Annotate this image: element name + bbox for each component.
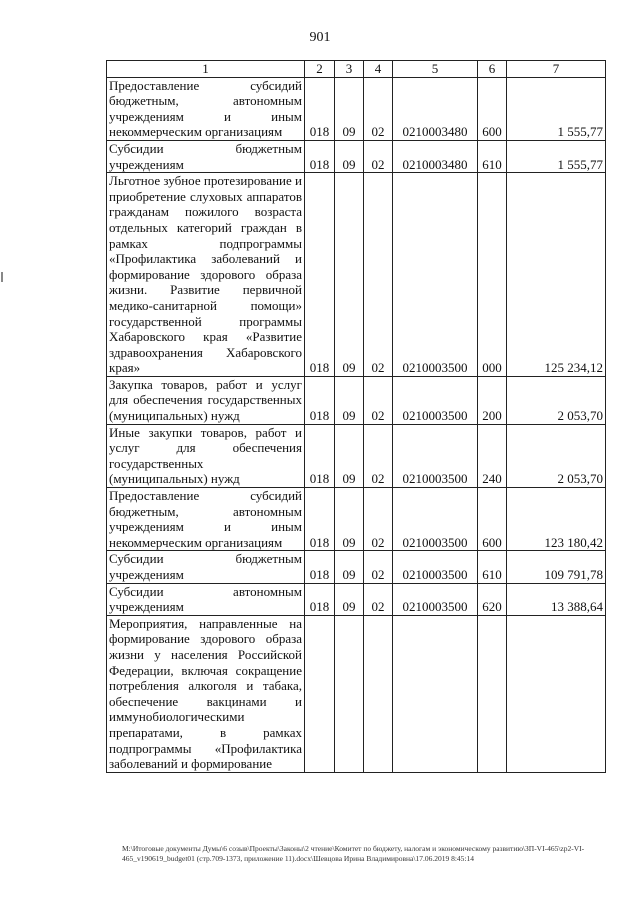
row-csr: 0210003500 xyxy=(393,173,478,377)
row-csr: 0210003480 xyxy=(393,77,478,140)
column-header: 6 xyxy=(478,61,507,78)
row-ved: 018 xyxy=(305,77,335,140)
row-vr xyxy=(478,615,507,772)
row-ved: 018 xyxy=(305,424,335,487)
row-rz: 09 xyxy=(335,173,364,377)
table-row xyxy=(107,424,606,487)
row-sum: 123 180,42 xyxy=(507,488,606,551)
table-row xyxy=(107,488,606,551)
table-row xyxy=(107,376,606,424)
table-row xyxy=(107,140,606,172)
table-row xyxy=(107,77,606,140)
row-pr: 02 xyxy=(364,376,393,424)
page-number: 901 xyxy=(309,30,331,45)
row-ved: 018 xyxy=(305,140,335,172)
row-ved: 018 xyxy=(305,583,335,615)
row-rz: 09 xyxy=(335,140,364,172)
column-header: 2 xyxy=(305,61,335,78)
row-name: Льготное зубное протезирование и приобретение слуховых аппаратов гражданам пожилого возраста отдельных категорий граждан в рамках подпрограммы «Профилактика заболеваний и формирование здорового образа жизни. Развитие первичной медико-санитарной помощи» государственной программы Хабаровского края «Развитие здравоохранения Хабаровского края» xyxy=(107,173,305,377)
row-rz: 09 xyxy=(335,77,364,140)
row-sum: 2 053,70 xyxy=(507,376,606,424)
row-pr: 02 xyxy=(364,140,393,172)
row-vr: 200 xyxy=(478,376,507,424)
table-row xyxy=(107,551,606,583)
table-header-row xyxy=(107,61,606,78)
row-csr: 0210003500 xyxy=(393,551,478,583)
row-csr: 0210003500 xyxy=(393,376,478,424)
column-header: 3 xyxy=(335,61,364,78)
row-vr: 240 xyxy=(478,424,507,487)
row-vr: 610 xyxy=(478,551,507,583)
table-row xyxy=(107,173,606,377)
row-pr: 02 xyxy=(364,424,393,487)
row-name: Мероприятия, направленные на формирование здорового образа жизни у населения Российской Федерации, включая сокращение потребления алкоголя и табака, обеспечение вакцинами и иммунобиологическими препаратами, в рамках подпрограммы «Профилактика заболеваний и формирование xyxy=(107,615,305,772)
row-csr: 0210003500 xyxy=(393,488,478,551)
row-pr: 02 xyxy=(364,77,393,140)
row-sum: 125 234,12 xyxy=(507,173,606,377)
budget-table xyxy=(106,60,606,773)
row-csr: 0210003500 xyxy=(393,583,478,615)
scan-artifact xyxy=(1,272,3,282)
row-csr xyxy=(393,615,478,772)
row-ved: 018 xyxy=(305,551,335,583)
row-name: Закупка товаров, работ и услуг для обеспечения государственных (муниципальных) нужд xyxy=(107,376,305,424)
row-sum: 109 791,78 xyxy=(507,551,606,583)
row-vr: 610 xyxy=(478,140,507,172)
row-pr: 02 xyxy=(364,173,393,377)
row-vr: 600 xyxy=(478,488,507,551)
row-rz: 09 xyxy=(335,376,364,424)
row-ved: 018 xyxy=(305,173,335,377)
row-pr: 02 xyxy=(364,551,393,583)
row-vr: 620 xyxy=(478,583,507,615)
row-sum: 13 388,64 xyxy=(507,583,606,615)
column-header: 7 xyxy=(507,61,606,78)
row-rz: 09 xyxy=(335,583,364,615)
row-ved: 018 xyxy=(305,376,335,424)
column-header: 4 xyxy=(364,61,393,78)
row-rz: 09 xyxy=(335,488,364,551)
row-sum: 1 555,77 xyxy=(507,140,606,172)
document-path-footer: М:\Итоговые документы Думы\6 созыв\Проекты\Законы\2 чтение\Комитет по бюджету, налогам и экономическому развитию\ЗП-VI-465\zp2-VI-465_v190619_budget01 (стр.709-1373, приложение 11).docx\Шевцова Ирина Владимировна\17.06.2019 8:45:14 xyxy=(122,844,585,863)
column-header: 5 xyxy=(393,61,478,78)
row-name: Субсидии бюджетным учреждениям xyxy=(107,140,305,172)
row-name: Субсидии автономным учреждениям xyxy=(107,583,305,615)
column-header: 1 xyxy=(107,61,305,78)
row-ved: 018 xyxy=(305,488,335,551)
row-vr: 600 xyxy=(478,77,507,140)
row-name: Иные закупки товаров, работ и услуг для обеспечения государственных (муниципальных) нужд xyxy=(107,424,305,487)
row-vr: 000 xyxy=(478,173,507,377)
row-name: Субсидии бюджетным учреждениям xyxy=(107,551,305,583)
row-name: Предоставление субсидий бюджетным, автономным учреждениям и иным некоммерческим организациям xyxy=(107,488,305,551)
row-csr: 0210003480 xyxy=(393,140,478,172)
row-pr: 02 xyxy=(364,488,393,551)
table-row xyxy=(107,615,606,772)
row-pr: 02 xyxy=(364,583,393,615)
row-rz: 09 xyxy=(335,424,364,487)
row-csr: 0210003500 xyxy=(393,424,478,487)
row-sum: 1 555,77 xyxy=(507,77,606,140)
row-rz xyxy=(335,615,364,772)
table-row xyxy=(107,583,606,615)
row-sum xyxy=(507,615,606,772)
row-pr xyxy=(364,615,393,772)
row-rz: 09 xyxy=(335,551,364,583)
row-ved xyxy=(305,615,335,772)
row-sum: 2 053,70 xyxy=(507,424,606,487)
row-name: Предоставление субсидий бюджетным, автономным учреждениям и иным некоммерческим организациям xyxy=(107,77,305,140)
